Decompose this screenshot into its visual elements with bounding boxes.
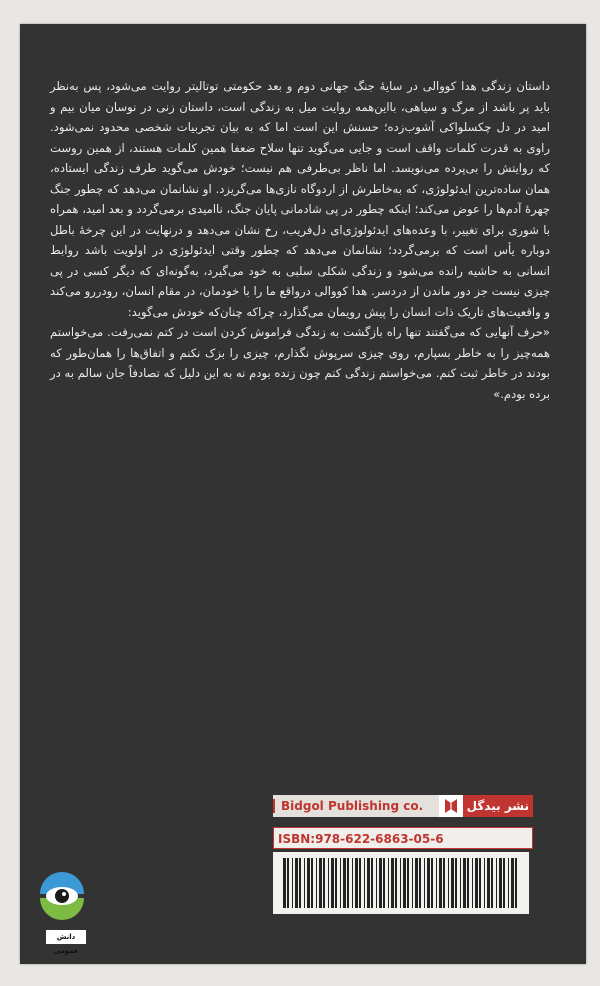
publisher-logo bbox=[273, 795, 533, 817]
series-logo-icon bbox=[36, 868, 88, 938]
publisher-name-fa: نشر بیدگل bbox=[463, 795, 533, 817]
barcode bbox=[273, 852, 529, 914]
isbn-label: ISBN:978-622-6863-05-6 bbox=[273, 827, 533, 849]
barcode-bars-icon bbox=[283, 858, 519, 908]
synopsis-paragraph: داستان زندگی هدا کووالی در سایهٔ جنگ جهانی دوم و بعد حکومتی توتالیتر روایت می‌شود، پس به‌نظر باید پر باشد از مرگ و سیاهی، با‌این‌همه روایت میل به زندگی است، داستان زنی در نوسان میان بیم و امید در دل چکسلواکی آشوب‌زده؛ حسنش این است اما که به بیان تجربیات شخصی محدود نمی‌شود. راوی به قدرت کلمات واقف است و جایی می‌گوید تنها سلاح ضعفا همین کلمات هستند، از همین روست که روایتش را بی‌پرده می‌نویسد. اما ناظر بی‌طرفی هم نیست؛ خودش می‌گوید طرف زندگی ایستاده، همان ساده‌ترین ایدئولوژی، که به‌خاطرش از اردوگاه نازی‌ها می‌گریزد. او نشانمان می‌دهد که چطور جنگ چهرهٔ آدم‌ها را عوض می‌کند؛ اینکه چطور در پی شادمانی پایان جنگ، ناامیدی برمی‌گردد و بعد امید، همراه با شوری برای تغییر، با وعده‌های ایدئولوژی‌ای دل‌فریب، رخ نشان می‌دهد و درنهایت در این چرخهٔ باطل دوباره یأس است که برمی‌گردد؛ نشانمان می‌دهد که چطور وقتی ایدئولوژی در اولویت باشد روابط انسانی به حاشیه رانده می‌شود و زندگی شکلی سلبی به خود می‌گیرد، به‌گونه‌ای که دیگر کسی در پی چیزی نیست جز دور ماندن از دردسر. هدا کووالی درواقع ما را با خودمان، در مقام انسان، رودررو می‌کند و واقعیت‌های تاریک ذات انسان را پیش رویمان می‌گذارد، چراکه چنان‌که خودش می‌گوید: bbox=[50, 79, 550, 319]
publisher-emblem-icon bbox=[439, 795, 463, 817]
back-cover-text bbox=[50, 76, 550, 404]
publisher-name-en: Bidgol Publishing co. bbox=[273, 799, 439, 813]
author-quote: «حرف آنهایی که می‌گفتند تنها راه بازگشت به زندگی فراموش کردن است در کتم نمی‌رفت. می‌خواستم همه‌چیز را به خاطر بسپارم، روی چیزی سرپوش نگذارم، چیزی را بزک نکنم و اتفاق‌ها را همان‌طور که بودند در خاطر ثبت کنم. می‌خواستم زندگی کنم چون زنده بودم نه به این دلیل که تصادفاً جان سالم به در برده بودم.» bbox=[50, 325, 550, 401]
series-label: دانش عمومی bbox=[46, 930, 86, 944]
back-cover bbox=[20, 24, 586, 964]
